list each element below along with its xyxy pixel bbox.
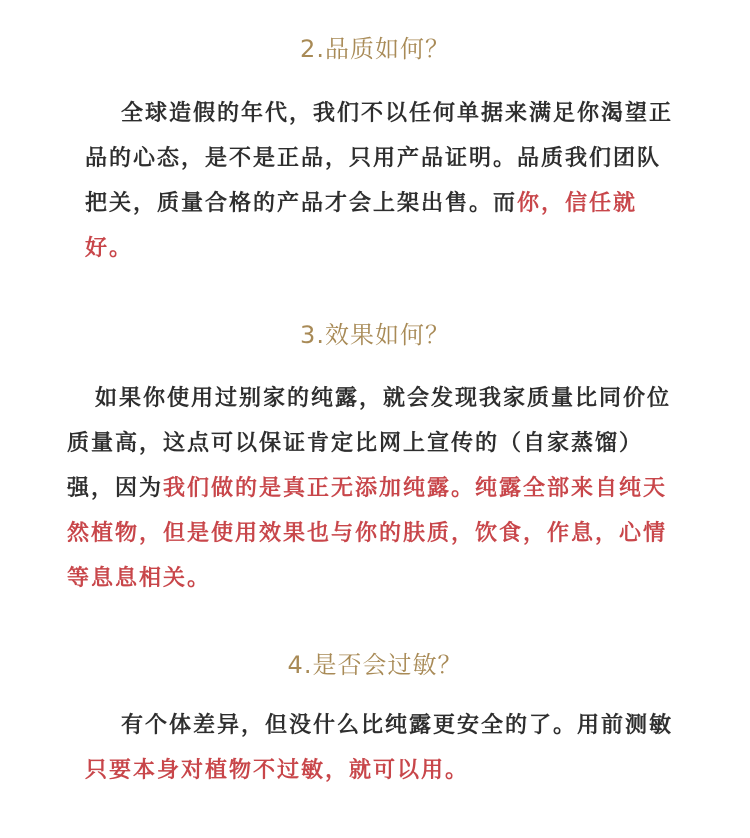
highlighted-text: 只要本身对植物不过敏，就可以用。 <box>85 757 470 783</box>
highlighted-text: 我们做的是真正无添加纯露。纯露全部来自纯天然植物，但是使用效果也与你的肤质，饮食，作息，心情等息息相关。 <box>67 475 668 591</box>
section-heading-allergy: 4.是否会过敏？ <box>287 651 463 679</box>
paragraph-text: 有个体差异，但没什么比纯露更安全的了。用前测敏 <box>121 712 674 738</box>
paragraph-text: 如果你使用过别家的纯露，就会发现我家质量比同价位质量高，这点可以保证肯定比网上宣传的（自家蒸馏）强，因为 <box>67 385 672 501</box>
section-heading-quality: 2.品质如何？ <box>300 35 450 63</box>
section-paragraph-effect <box>67 376 682 601</box>
highlighted-text: 你，信任就好。 <box>85 190 638 261</box>
section-paragraph-quality <box>85 91 675 271</box>
paragraph-text: 全球造假的年代，我们不以任何单据来满足你渴望正品的心态，是不是正品，只用产品证明。品质我们团队把关，质量合格的产品才会上架出售。而 <box>85 100 674 216</box>
section-paragraph-allergy <box>85 703 675 793</box>
section-heading-effect: 3.效果如何？ <box>300 321 450 349</box>
